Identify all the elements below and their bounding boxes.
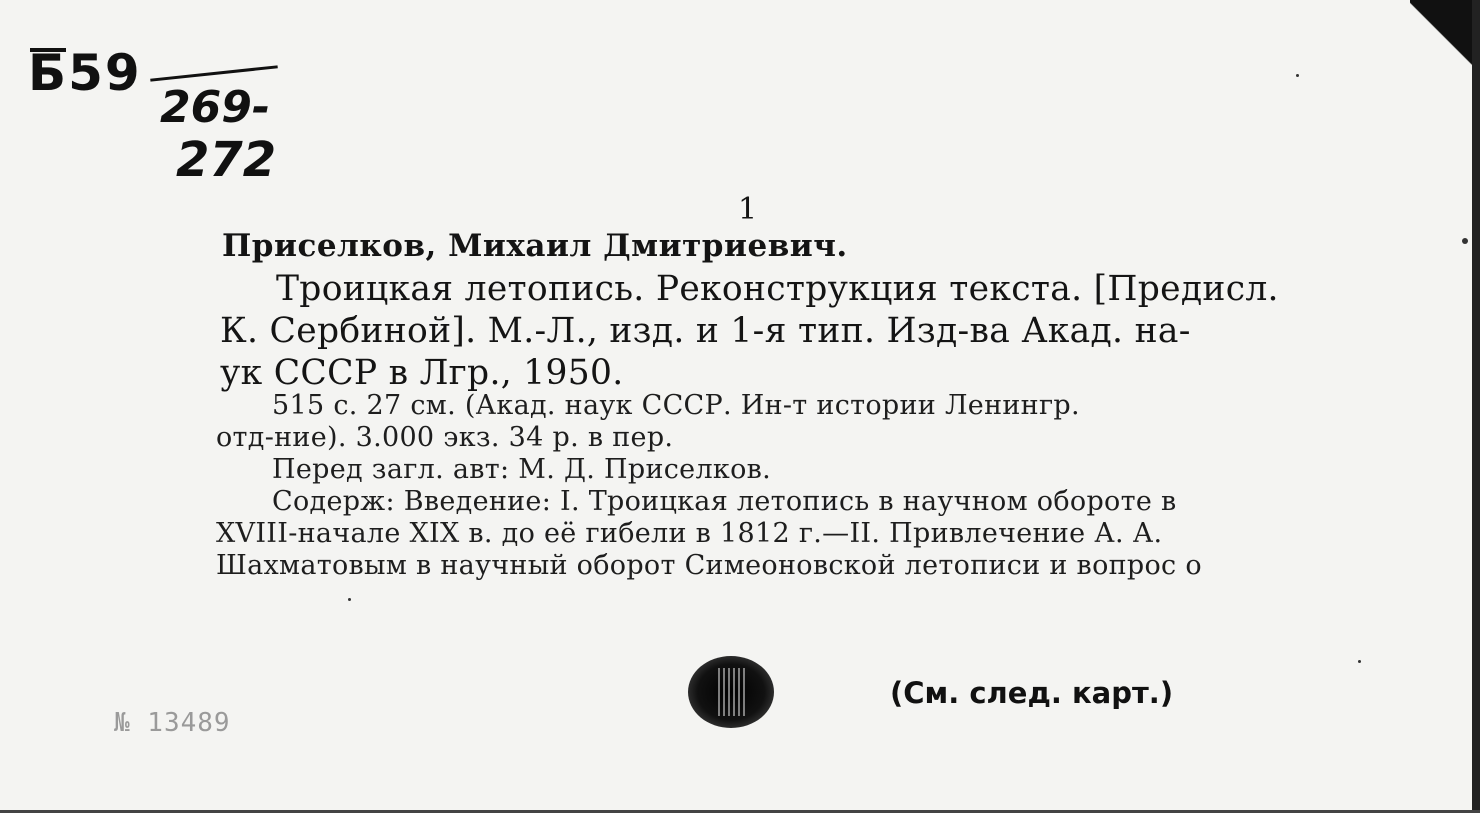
title-line: ук СССР в Лгр., 1950.	[220, 353, 624, 393]
shelfmark-line-2: 269-	[160, 82, 271, 133]
dust-speck	[1462, 238, 1468, 244]
continued-note: (См. след. карт.)	[890, 676, 1174, 710]
inventory-number: № 13489	[114, 708, 231, 738]
title-statement	[220, 268, 1400, 394]
shelfmark-line-1: Б59	[28, 44, 142, 102]
description-line: отд-ние). 3.000 экз. 34 р. в пер.	[216, 422, 674, 453]
card-punch-hole-texture	[718, 668, 748, 716]
dust-speck	[348, 598, 351, 601]
note-line: Перед загл. авт: М. Д. Приселков.	[272, 454, 772, 485]
contents-line: Содерж: Введение: I. Троицкая летопись в научном обороте в	[272, 486, 1177, 517]
card-corner-shadow	[1410, 0, 1480, 90]
dust-speck	[1358, 660, 1361, 663]
shelfmark-fraction-bar	[150, 65, 278, 81]
title-line: К. Сербиной]. М.-Л., изд. и 1-я тип. Изд-ва Акад. на-	[220, 311, 1191, 351]
dust-speck	[1296, 74, 1299, 77]
title-line: Троицкая летопись. Реконструкция текста. [Предисл.	[276, 269, 1279, 309]
card-right-edge	[1472, 0, 1480, 813]
author-heading: Приселков, Михаил Дмитриевич.	[222, 228, 848, 264]
shelfmark-line-3: 272	[176, 132, 277, 188]
description-line: 515 с. 27 см. (Акад. наук СССР. Ин-т истории Ленингр.	[272, 390, 1080, 421]
contents-line: Шахматовым в научный оборот Симеоновской летописи и вопрос о	[216, 550, 1202, 581]
contents-line: XVIII-начале XIX в. до её гибели в 1812 г.—II. Привлечение А. А.	[216, 518, 1163, 549]
physical-description	[216, 390, 1406, 582]
card-number: 1	[738, 192, 758, 227]
